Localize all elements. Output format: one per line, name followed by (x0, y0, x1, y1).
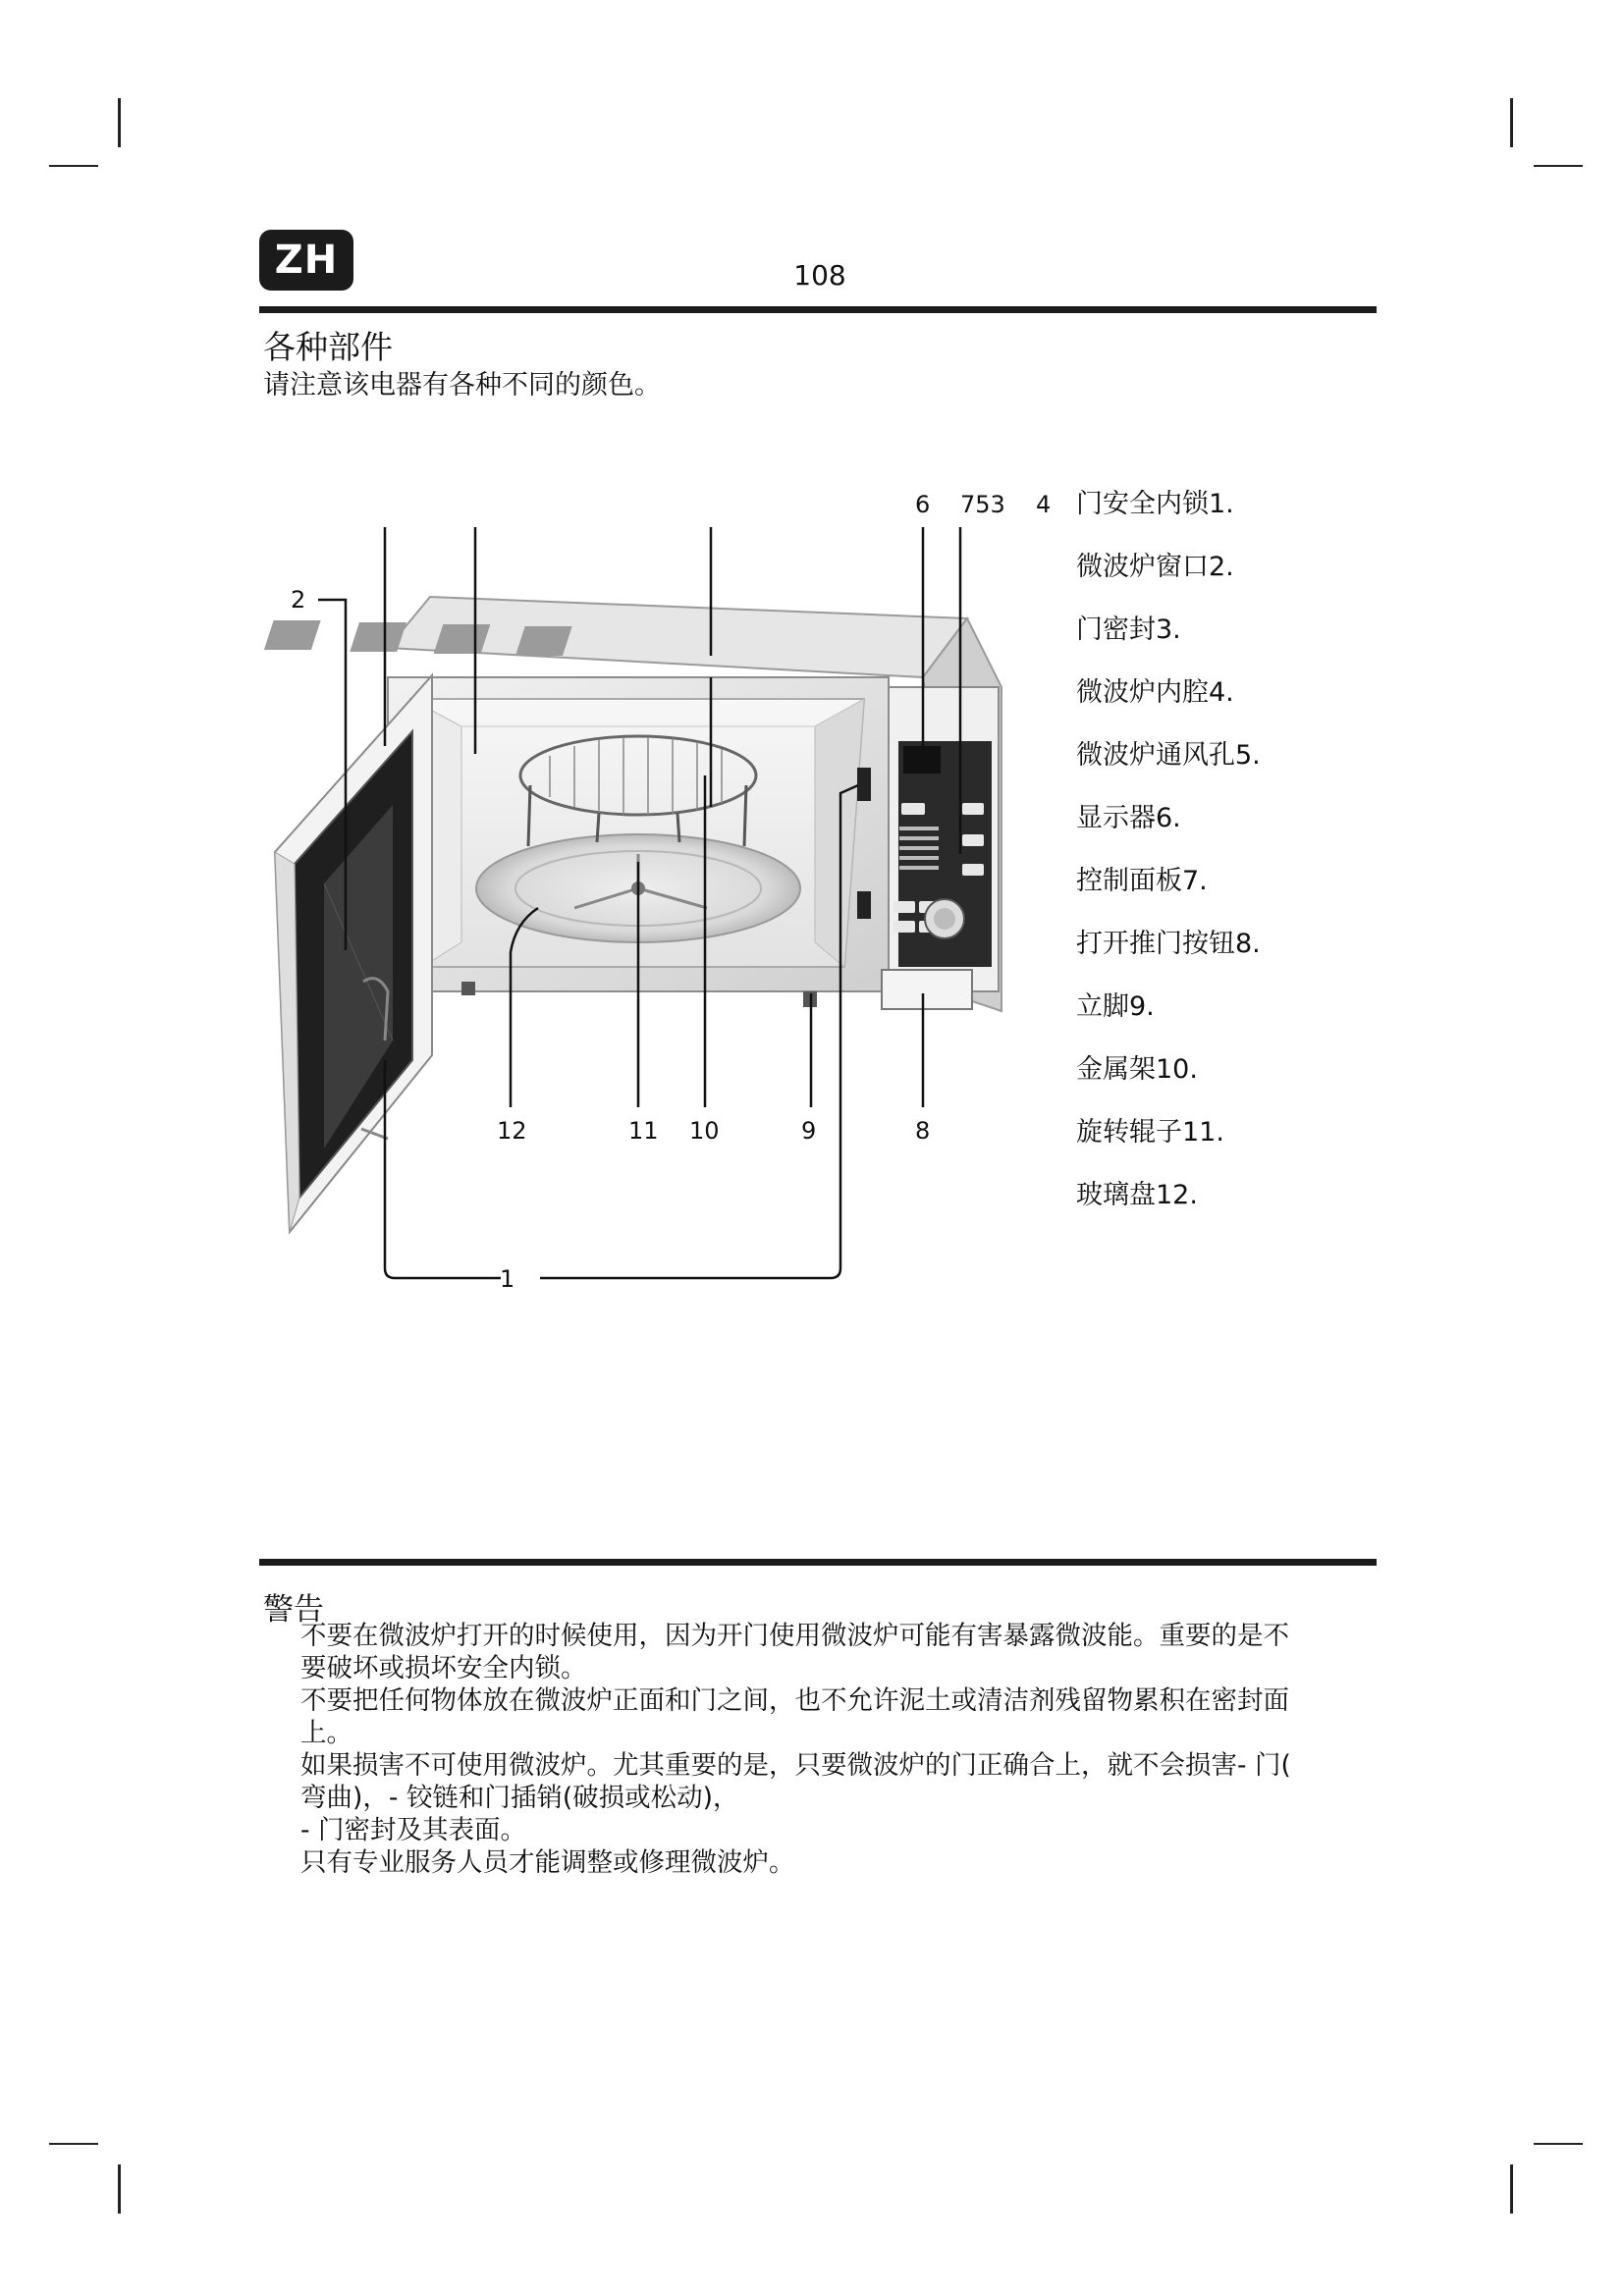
warning-line: 上。 (300, 1718, 352, 1748)
warning-line: - 门密封及其表面。 (300, 1815, 526, 1845)
callout-6: 6 (915, 491, 931, 518)
part-item: 金属架10. (1076, 1054, 1198, 1085)
part-item: 玻璃盘12. (1076, 1180, 1198, 1210)
part-item: 门安全内锁1. (1076, 489, 1234, 519)
parts-list (1076, 487, 1261, 1241)
part-item: 立脚9. (1076, 991, 1155, 1022)
language-badge: ZH (259, 230, 353, 291)
callout-753: 753 (960, 491, 1005, 518)
callout-8: 8 (915, 1117, 931, 1145)
warning-rule (259, 1559, 1377, 1566)
part-item: 微波炉窗口2. (1076, 552, 1234, 582)
warning-line: 要破坏或损坏安全内锁。 (300, 1653, 587, 1683)
warning-line: 不要把任何物体放在微波炉正面和门之间，也不允许泥土或清洁剂残留物累积在密封面 (300, 1685, 1289, 1716)
callout-9: 9 (801, 1117, 817, 1145)
part-item: 微波炉内腔4. (1076, 677, 1234, 708)
callout-1: 1 (500, 1265, 515, 1293)
page-number: 108 (793, 259, 846, 292)
section-subtitle: 请注意该电器有各种不同的颜色。 (263, 370, 661, 400)
crop-mark (1510, 2164, 1513, 2214)
warning-line: 不要在微波炉打开的时候使用，因为开门使用微波炉可能有害暴露微波能。重要的是不 (300, 1621, 1289, 1651)
callout-4: 4 (1036, 491, 1052, 518)
callout-10: 10 (689, 1117, 720, 1145)
warning-line: 只有专业服务人员才能调整或修理微波炉。 (300, 1847, 795, 1878)
section-title: 各种部件 (263, 328, 393, 366)
callout-2: 2 (291, 586, 306, 614)
part-item: 微波炉通风孔5. (1076, 740, 1261, 771)
callout-12: 12 (497, 1117, 527, 1145)
part-item: 旋转辊子11. (1076, 1117, 1224, 1148)
crop-mark (49, 2143, 98, 2145)
part-item: 显示器6. (1076, 803, 1181, 833)
part-item: 控制面板7. (1076, 866, 1208, 896)
part-item: 门密封3. (1076, 614, 1181, 645)
warning-text (300, 1620, 1384, 1879)
crop-mark (118, 2164, 121, 2214)
warning-line: 如果损害不可使用微波炉。尤其重要的是，只要微波炉的门正确合上，就不会损害- 门( (300, 1750, 1291, 1781)
warning-line: 弯曲)，- 铰链和门插销(破损或松动)， (300, 1783, 739, 1813)
crop-mark (1534, 2143, 1583, 2145)
warning-title: 警告 (263, 1592, 324, 1628)
callout-11: 11 (628, 1117, 659, 1145)
part-item: 打开推门按钮8. (1076, 929, 1261, 959)
